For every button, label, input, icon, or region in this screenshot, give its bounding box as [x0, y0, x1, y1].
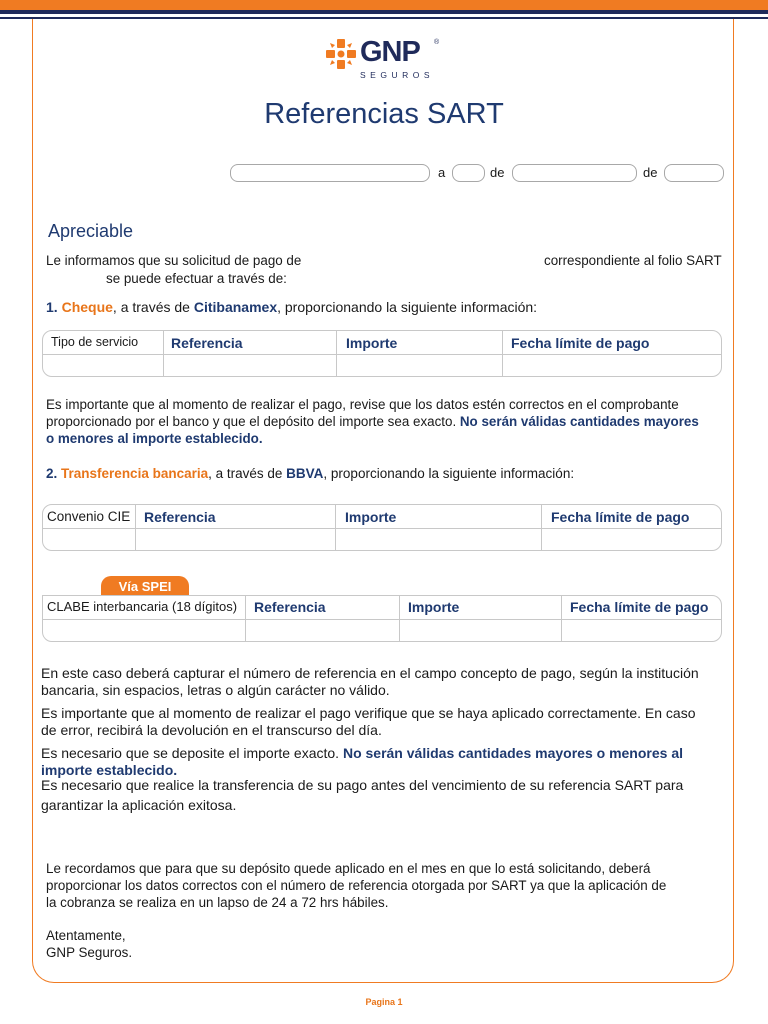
para-e-line-1: Le recordamos que para que su depósito quede aplicado en el mes en que lo está solicitando, deberá — [46, 861, 651, 876]
spei-table — [42, 595, 722, 642]
cheque-table — [42, 330, 722, 377]
date-day-field[interactable] — [230, 164, 430, 182]
spei-col-referencia: Referencia — [254, 599, 326, 615]
closing-line-1: Atentamente, — [46, 928, 126, 943]
transfer-bank: BBVA — [286, 466, 324, 481]
spei-col-fecha: Fecha límite de pago — [570, 599, 709, 615]
para-e-line-2: proporcionar los datos correctos con el número de referencia otorgada por SART ya que la aplicación de — [46, 878, 667, 893]
note1-line-1: Es importante que al momento de realizar el pago, revise que los datos estén correctos en el comprobante — [46, 397, 679, 412]
date-de-label-1: de — [490, 165, 505, 180]
transfer-label: Transferencia bancaria — [61, 466, 209, 481]
closing-line-2: GNP Seguros. — [46, 945, 133, 960]
para-d-line-2: garantizar la aplicación exitosa. — [41, 797, 237, 813]
transfer-col-importe: Importe — [345, 509, 397, 525]
para-c-line-1: Es necesario que se deposite el importe exacto. No serán válidas cantidades mayores o menores al — [41, 745, 683, 761]
para-c-line-2: importe establecido. — [41, 762, 178, 778]
page-number: Pagina 1 — [365, 997, 403, 1007]
cheque-heading: 1. Cheque, a través de Citibanamex, proporcionando la siguiente información: — [46, 299, 538, 315]
transfer-col-convenio: Convenio CIE — [47, 509, 131, 524]
spei-tab: Vía SPEI — [101, 576, 189, 596]
cheque-label: Cheque — [61, 299, 113, 315]
para-b-line-2: de error, recibirá la devolución en el transcurso del día. — [41, 722, 382, 738]
transfer-col-referencia: Referencia — [144, 509, 216, 525]
date-de-label-2: de — [643, 165, 658, 180]
logo-brand: GNP — [360, 36, 420, 68]
transfer-heading: 2. Transferencia bancaria, a través de BBVA, proporcionando la siguiente información: — [46, 466, 575, 481]
cheque-col-referencia: Referencia — [171, 335, 243, 351]
logo-registered: ® — [434, 39, 440, 46]
transfer-table — [42, 504, 722, 551]
date-month-field[interactable] — [512, 164, 637, 182]
para-a-line-2: bancaria, sin espacios, letras o algún carácter no válido. — [41, 682, 390, 698]
note1-line-3: o menores al importe establecido. — [46, 431, 263, 446]
para-b-line-1: Es importante que al momento de realizar el pago verifique que se haya aplicado correctamente. En caso — [41, 705, 696, 721]
intro-line-1a: Le informamos que su solicitud de pago de — [46, 253, 302, 268]
gnp-logo — [324, 36, 444, 86]
cheque-col-importe: Importe — [346, 335, 398, 351]
note1-line-2: proporcionado por el banco y que el depósito del importe sea exacto. No serán válidas cantidades mayores — [46, 414, 699, 429]
date-year-field[interactable] — [664, 164, 724, 182]
date-number-field[interactable] — [452, 164, 485, 182]
transfer-col-fecha: Fecha límite de pago — [551, 509, 690, 525]
spei-col-importe: Importe — [408, 599, 460, 615]
page-title: Referencias SART — [264, 98, 504, 130]
intro-line-1b: correspondiente al folio SART — [544, 253, 722, 268]
para-a-line-1: En este caso deberá capturar el número de referencia en el campo concepto de pago, según la institución — [41, 665, 699, 681]
greeting: Apreciable — [48, 221, 134, 241]
date-a-label: a — [438, 165, 446, 180]
header-orange-band — [0, 0, 768, 10]
spei-col-clabe: CLABE interbancaria (18 dígitos) — [47, 599, 238, 614]
cheque-bank: Citibanamex — [193, 299, 278, 315]
intro-line-2: se puede efectuar a través de: — [106, 271, 287, 286]
para-e-line-3: la cobranza se realiza en un lapso de 24 a 72 hrs hábiles. — [46, 895, 389, 910]
cheque-col-tipo: Tipo de servicio — [51, 335, 139, 349]
gnp-logo-icon — [324, 37, 358, 71]
cheque-col-fecha: Fecha límite de pago — [511, 335, 650, 351]
logo-subtitle: SEGUROS — [360, 70, 435, 80]
para-d-line-1: Es necesario que realice la transferencia de su pago antes del vencimiento de su referencia SART para — [41, 777, 684, 793]
